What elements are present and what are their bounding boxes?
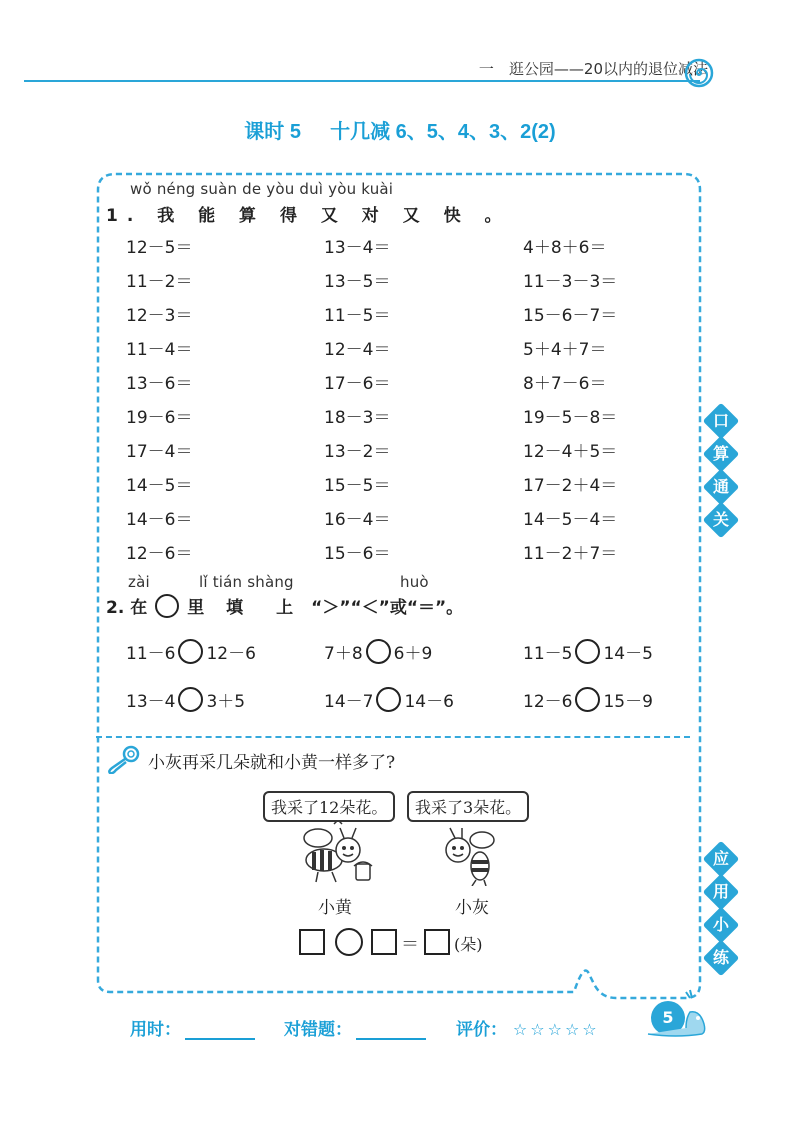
tab-char: 练 — [712, 948, 729, 967]
bee-xiaohuang-icon — [296, 820, 378, 886]
compare-item — [126, 687, 245, 712]
compare-item — [523, 639, 653, 664]
tab-char: 小 — [712, 915, 729, 934]
equation: 15－5＝ — [324, 476, 391, 496]
equation: 5＋4＋7＝ — [523, 340, 607, 360]
lesson-label: 课时 5 — [244, 121, 301, 143]
rating-field — [456, 1015, 600, 1040]
equation: 14－5－4＝ — [523, 510, 618, 530]
lesson-topic: 十几减 6、5、4、3、2(2) — [330, 121, 556, 143]
errors-label: 对错题： — [284, 1020, 352, 1040]
rating-stars[interactable]: ☆☆☆☆☆ — [512, 1020, 600, 1039]
compare-item — [324, 687, 454, 712]
story-question: 小灰再采几朵就和小黄一样多了? — [148, 753, 396, 773]
equation: 14－5＝ — [126, 476, 193, 496]
compare-item — [523, 687, 653, 712]
q2-title-a: 2. 在 — [106, 598, 148, 618]
equals-sign: ＝ — [401, 934, 419, 955]
equation: 14－6＝ — [126, 510, 193, 530]
tab-char: 通 — [712, 477, 729, 496]
spiral-icon — [684, 58, 714, 88]
compare-left: 7＋8 — [324, 644, 363, 664]
rating-label: 评价： — [456, 1020, 507, 1040]
circle-symbol — [155, 594, 179, 618]
equation: 11－2＝ — [126, 272, 193, 292]
compare-left: 13－4 — [126, 692, 176, 712]
equation: 19－5－8＝ — [523, 408, 618, 428]
equation: 17－6＝ — [324, 374, 391, 394]
compare-item — [324, 639, 432, 664]
q2-title-c: “＞”“＜”或“＝”。 — [311, 598, 464, 618]
speech-bubble-xiaohuang: 我采了12朵花。 — [263, 791, 395, 822]
unit-label: (朵) — [454, 935, 483, 954]
equation: 12－3＝ — [126, 306, 193, 326]
q1-title: 1. 我 能 算 得 又 对 又 快 。 — [106, 206, 511, 226]
compare-left: 11－6 — [126, 644, 176, 664]
answer-circle[interactable] — [376, 687, 401, 712]
answer-circle[interactable] — [575, 639, 600, 664]
compare-left: 11－5 — [523, 644, 573, 664]
header-divider — [24, 80, 700, 82]
equation: 12－4＋5＝ — [523, 442, 618, 462]
header-text: 一 逛公园——20以内的退位减法 — [478, 60, 708, 78]
tab-char: 口 — [712, 411, 729, 430]
q2-pinyin-zai: zài — [128, 573, 150, 591]
equation: 13－6＝ — [126, 374, 193, 394]
q2-pinyin-huo: huò — [400, 573, 429, 591]
equation: 16－4＝ — [324, 510, 391, 530]
equation: 11－3－3＝ — [523, 272, 618, 292]
q2-title-b: 里 填 上 — [187, 598, 302, 618]
bee-xiaohui-icon — [440, 826, 500, 886]
equation: 12－4＝ — [324, 340, 391, 360]
equation: 12－5＝ — [126, 238, 193, 258]
q2-title — [106, 593, 463, 618]
equation: 17－4＝ — [126, 442, 193, 462]
compare-right: 3＋5 — [206, 692, 246, 712]
equation: 13－5＝ — [324, 272, 391, 292]
equation: 11－5＝ — [324, 306, 391, 326]
compare-right: 15－9 — [603, 692, 653, 712]
compare-right: 14－6 — [404, 692, 454, 712]
equation: 18－3＝ — [324, 408, 391, 428]
compare-left: 14－7 — [324, 692, 374, 712]
compare-left: 12－6 — [523, 692, 573, 712]
answer-circle[interactable] — [575, 687, 600, 712]
answer-box[interactable] — [371, 929, 397, 955]
equation: 13－4＝ — [324, 238, 391, 258]
answer-circle[interactable] — [366, 639, 391, 664]
q1-pinyin: wǒ néng suàn de yòu duì yòu kuài — [130, 180, 394, 198]
lesson-title — [0, 115, 800, 144]
page-number: 5 — [662, 1008, 674, 1027]
magnifier-icon — [104, 744, 142, 774]
equation: 15－6＝ — [324, 544, 391, 564]
answer-box[interactable] — [299, 929, 325, 955]
equation: 15－6－7＝ — [523, 306, 618, 326]
tab-char: 关 — [712, 510, 729, 529]
equation: 19－6＝ — [126, 408, 193, 428]
equation: 13－2＝ — [324, 442, 391, 462]
tab-char: 用 — [712, 882, 729, 901]
compare-item — [126, 639, 256, 664]
compare-right: 14－5 — [603, 644, 653, 664]
equation: 11－2＋7＝ — [523, 544, 618, 564]
errors-field — [284, 1015, 426, 1040]
time-label: 用时： — [130, 1020, 181, 1040]
answer-circle[interactable] — [178, 687, 203, 712]
q2-pinyin-li: lǐ tián shàng — [199, 573, 294, 591]
compare-right: 6＋9 — [393, 644, 433, 664]
equation: 11－4＝ — [126, 340, 193, 360]
name-xiaohui: 小灰 — [455, 898, 489, 918]
time-field — [130, 1015, 255, 1040]
compare-right: 12－6 — [206, 644, 256, 664]
tab-char: 应 — [712, 849, 729, 868]
equation: 8＋7－6＝ — [523, 374, 607, 394]
answer-box[interactable] — [424, 929, 450, 955]
tab-char: 算 — [712, 444, 729, 463]
operator-circle[interactable] — [335, 928, 363, 956]
answer-circle[interactable] — [178, 639, 203, 664]
equation: 12－6＝ — [126, 544, 193, 564]
errors-blank[interactable] — [356, 1022, 426, 1040]
speech-bubble-xiaohui: 我采了3朵花。 — [407, 791, 529, 822]
equation: 4＋8＋6＝ — [523, 238, 607, 258]
name-xiaohuang: 小黄 — [318, 898, 352, 918]
time-blank[interactable] — [185, 1022, 255, 1040]
equation: 17－2＋4＝ — [523, 476, 618, 496]
section-divider — [96, 736, 690, 738]
